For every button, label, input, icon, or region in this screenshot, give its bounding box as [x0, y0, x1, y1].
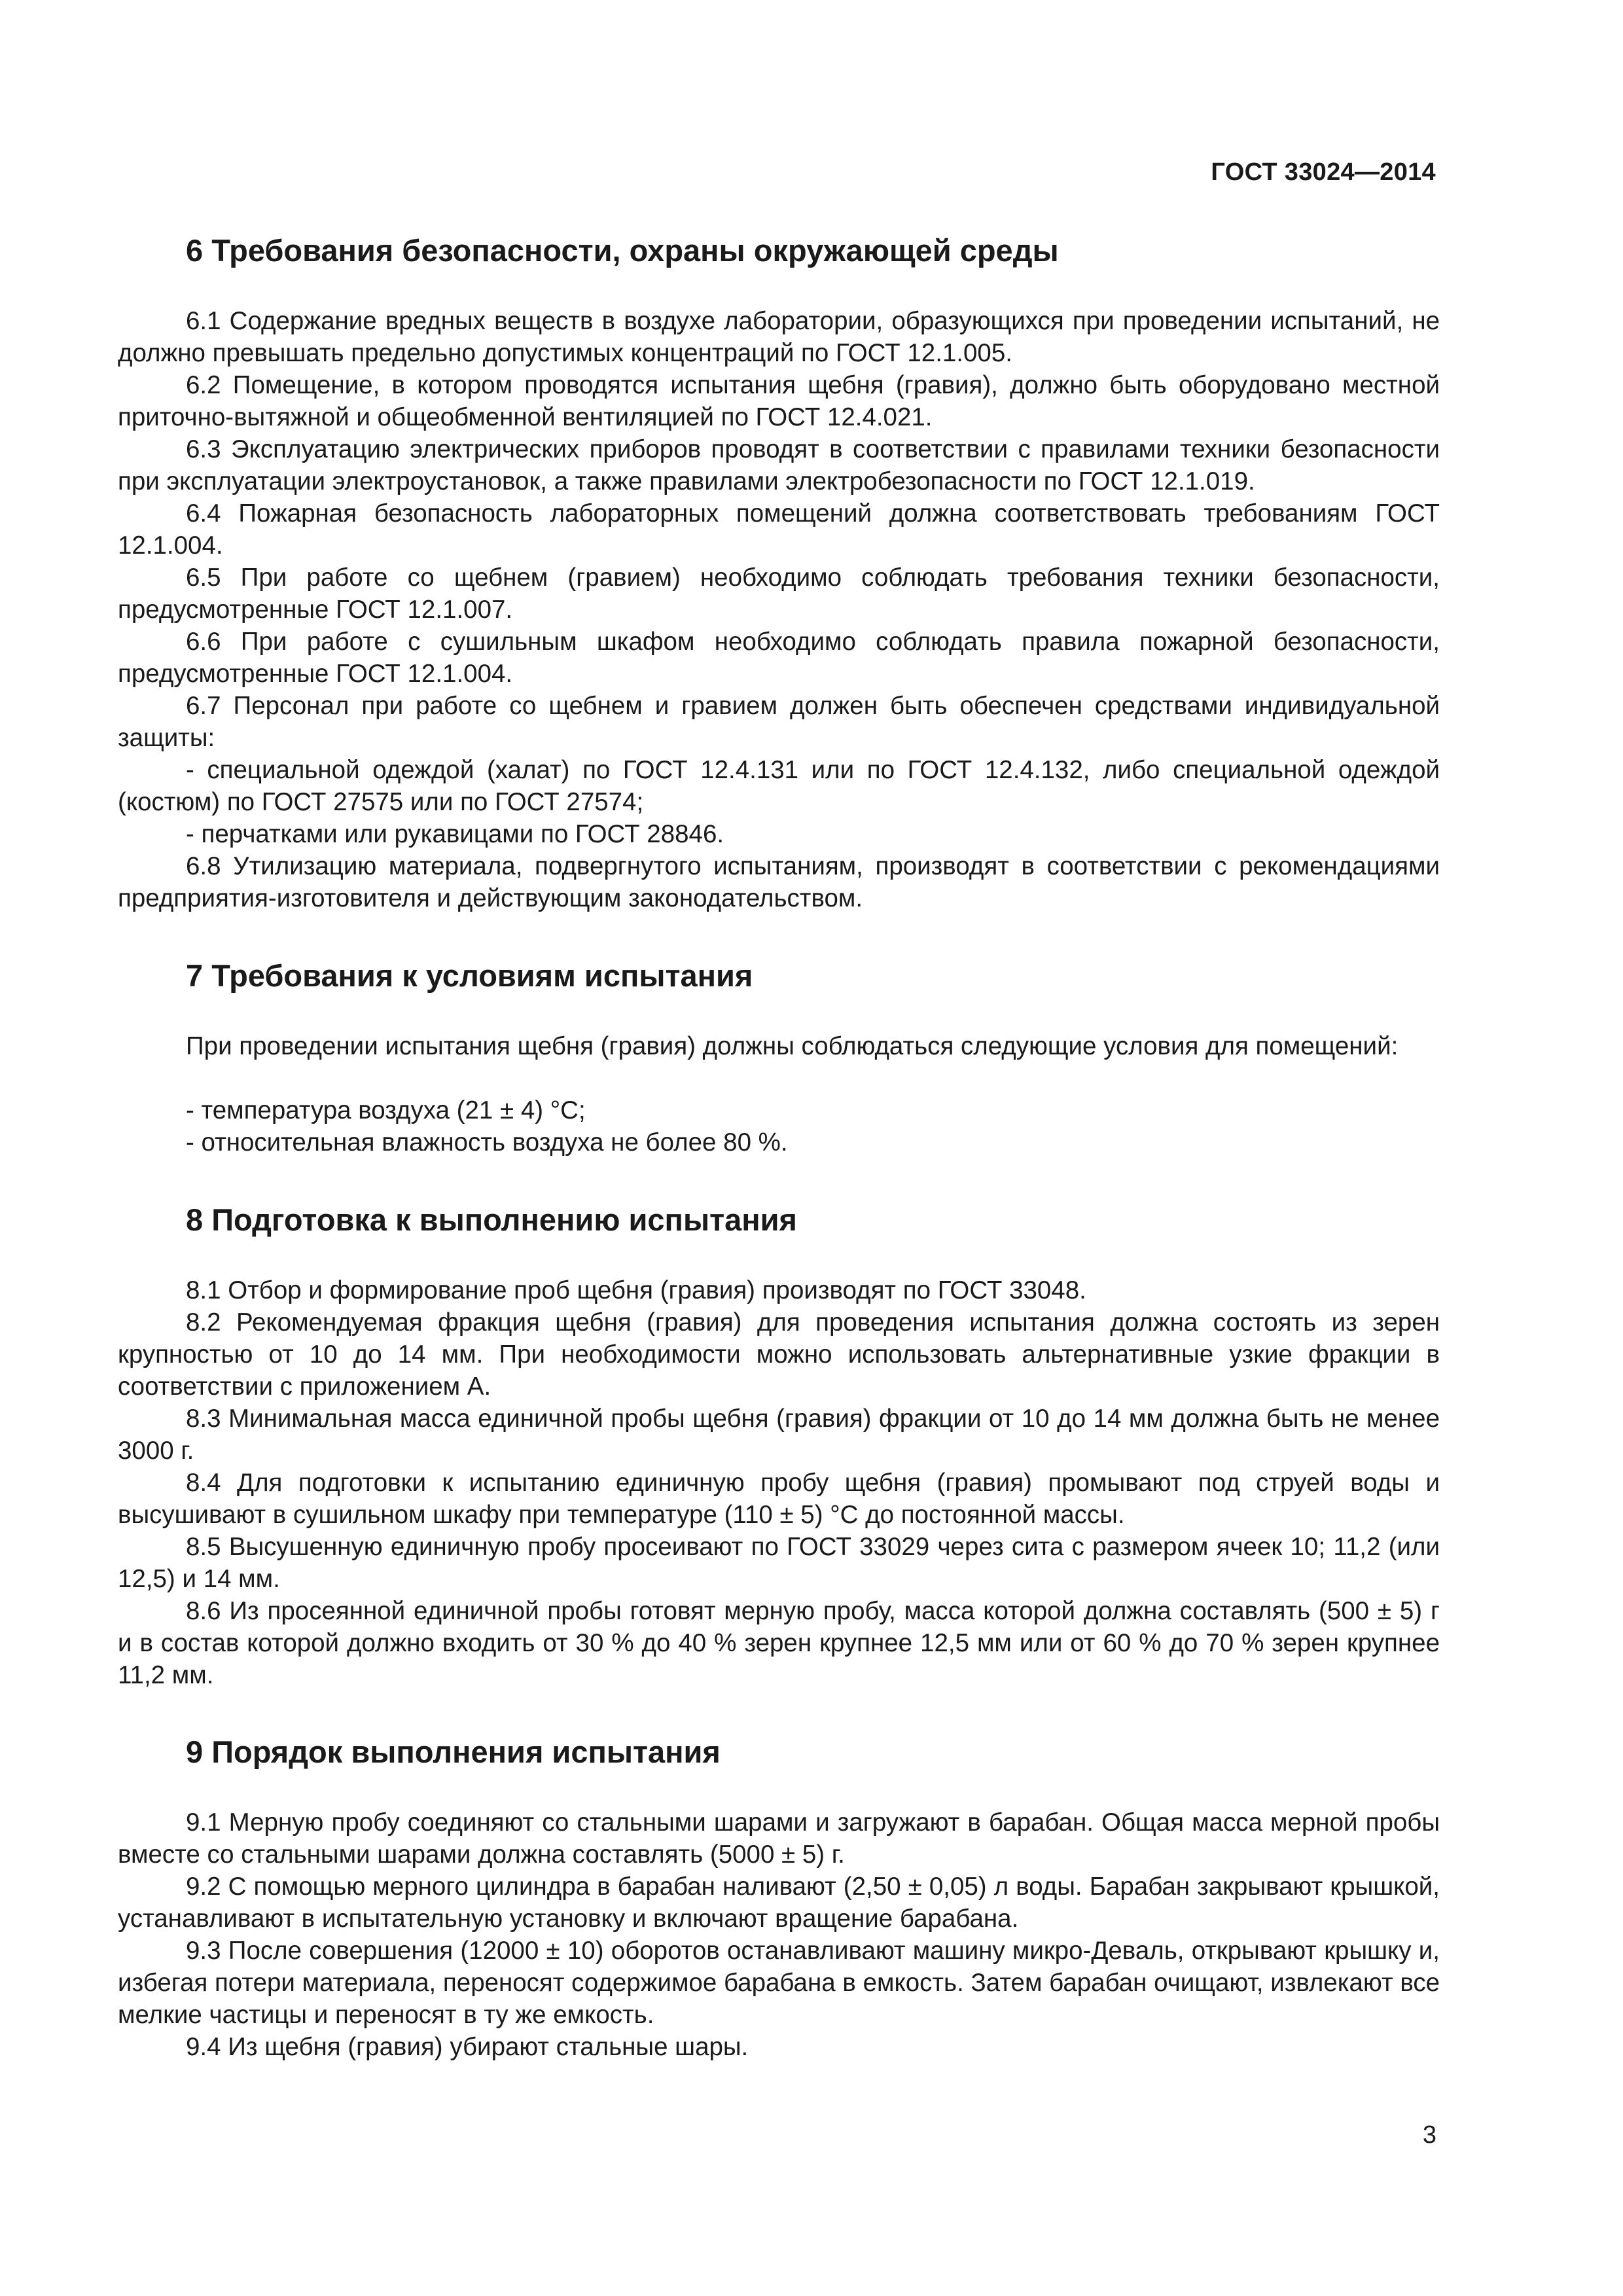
- paragraph-9-4: 9.4 Из щебня (гравия) убирают стальные шары.: [186, 2033, 749, 2061]
- paragraph-8-5: 8.5 Высушенную единичную пробу просеивают по ГОСТ 33029 через сита с размером ячеек 10; 11,2 (или 12,5) и 14 мм.: [118, 1533, 1440, 1593]
- section-heading-6: 6 Требования безопасности, охраны окружающей среды: [186, 233, 1059, 268]
- paragraph-8-1: 8.1 Отбор и формирование проб щебня (гравия) производят по ГОСТ 33048.: [186, 1276, 1086, 1304]
- paragraph-6-1: 6.1 Содержание вредных веществ в воздухе лаборатории, образующихся при проведении испытаний, не должно превышать предельно допустимых концентраций по ГОСТ 12.1.005.: [118, 307, 1440, 367]
- section-heading-9: 9 Порядок выполнения испытания: [186, 1734, 721, 1769]
- paragraph-8-4: 8.4 Для подготовки к испытанию единичную пробу щебня (гравия) промывают под струей воды и высушивают в сушильном шкафу при температуре (110 ± 5) °С до постоянной массы.: [118, 1469, 1440, 1529]
- paragraph-6-5: 6.5 При работе со щебнем (гравием) необходимо соблюдать требования техники безопасности, предусмотренные ГОСТ 12.1.007.: [118, 564, 1440, 624]
- paragraph-9-2: 9.2 С помощью мерного цилиндра в барабан наливают (2,50 ± 0,05) л воды. Барабан закрывают крышкой, устанавливают в испытательную установку и включают вращение барабана.: [118, 1873, 1440, 1933]
- section-heading-8: 8 Подготовка к выполнению испытания: [186, 1202, 797, 1237]
- paragraph-8-2: 8.2 Рекомендуемая фракция щебня (гравия) для проведения испытания должна состоять из зерен крупностью от 10 до 14 мм. При необходимости можно использовать альтернативные узкие фракции в соответствии с приложением А.: [118, 1308, 1440, 1401]
- paragraph-6-7-item-2: - перчатками или рукавицами по ГОСТ 28846.: [186, 820, 724, 848]
- section-heading-7: 7 Требования к условиям испытания: [186, 958, 753, 993]
- paragraph-8-3: 8.3 Минимальная масса единичной пробы щебня (гравия) фракции от 10 до 14 мм должна быть не менее 3000 г.: [118, 1405, 1440, 1465]
- paragraph-7-item-1: - температура воздуха (21 ± 4) °С;: [186, 1096, 586, 1124]
- paragraph-6-7-item-1: - специальной одеждой (халат) по ГОСТ 12.4.131 или по ГОСТ 12.4.132, либо специальной одеждой (костюм) по ГОСТ 27575 или по ГОСТ 27574;: [118, 756, 1440, 816]
- paragraph-7-intro: При проведении испытания щебня (гравия) должны соблюдаться следующие условия для помещений:: [186, 1032, 1399, 1060]
- paragraph-7-item-2: - относительная влажность воздуха не более 80 %.: [186, 1128, 788, 1157]
- paragraph-9-1: 9.1 Мерную пробу соединяют со стальными шарами и загружают в барабан. Общая масса мерной пробы вместе со стальными шарами должна составлять (5000 ± 5) г.: [118, 1808, 1440, 1869]
- paragraph-6-4: 6.4 Пожарная безопасность лабораторных помещений должна соответствовать требованиям ГОСТ 12.1.004.: [118, 499, 1440, 560]
- paragraph-6-2: 6.2 Помещение, в котором проводятся испытания щебня (гравия), должно быть оборудовано местной приточно-вытяжной и общеобменной вентиляцией по ГОСТ 12.4.021.: [118, 371, 1440, 431]
- paragraph-6-3: 6.3 Эксплуатацию электрических приборов проводят в соответствии с правилами техники безопасности при эксплуатации электроустановок, а также правилами электробезопасности по ГОСТ 12.1.019.: [118, 435, 1440, 495]
- paragraph-6-6: 6.6 При работе с сушильным шкафом необходимо соблюдать правила пожарной безопасности, предусмотренные ГОСТ 12.1.004.: [118, 628, 1440, 688]
- paragraph-8-6: 8.6 Из просеянной единичной пробы готовят мерную пробу, масса которой должна составлять (500 ± 5) г и в состав которой должно входить от 30 % до 40 % зерен крупнее 12,5 мм или от 60 % до 70 % зерен крупнее 11,2 мм.: [118, 1597, 1440, 1689]
- paragraph-9-3: 9.3 После совершения (12000 ± 10) оборотов останавливают машину микро-Деваль, открывают крышку и, избегая потери материала, переносят содержимое барабана в емкость. Затем барабан очищают, извлекают все мелкие частицы и переносят в ту же емкость.: [118, 1937, 1440, 2029]
- paragraph-6-8: 6.8 Утилизацию материала, подвергнутого испытаниям, производят в соответствии с рекомендациями предприятия-изготовителя и действующим законодательством.: [118, 852, 1440, 912]
- document-code: ГОСТ 33024—2014: [1211, 158, 1436, 186]
- page-number: 3: [1422, 2121, 1436, 2149]
- paragraph-6-7: 6.7 Персонал при работе со щебнем и гравием должен быть обеспечен средствами индивидуальной защиты:: [118, 692, 1440, 752]
